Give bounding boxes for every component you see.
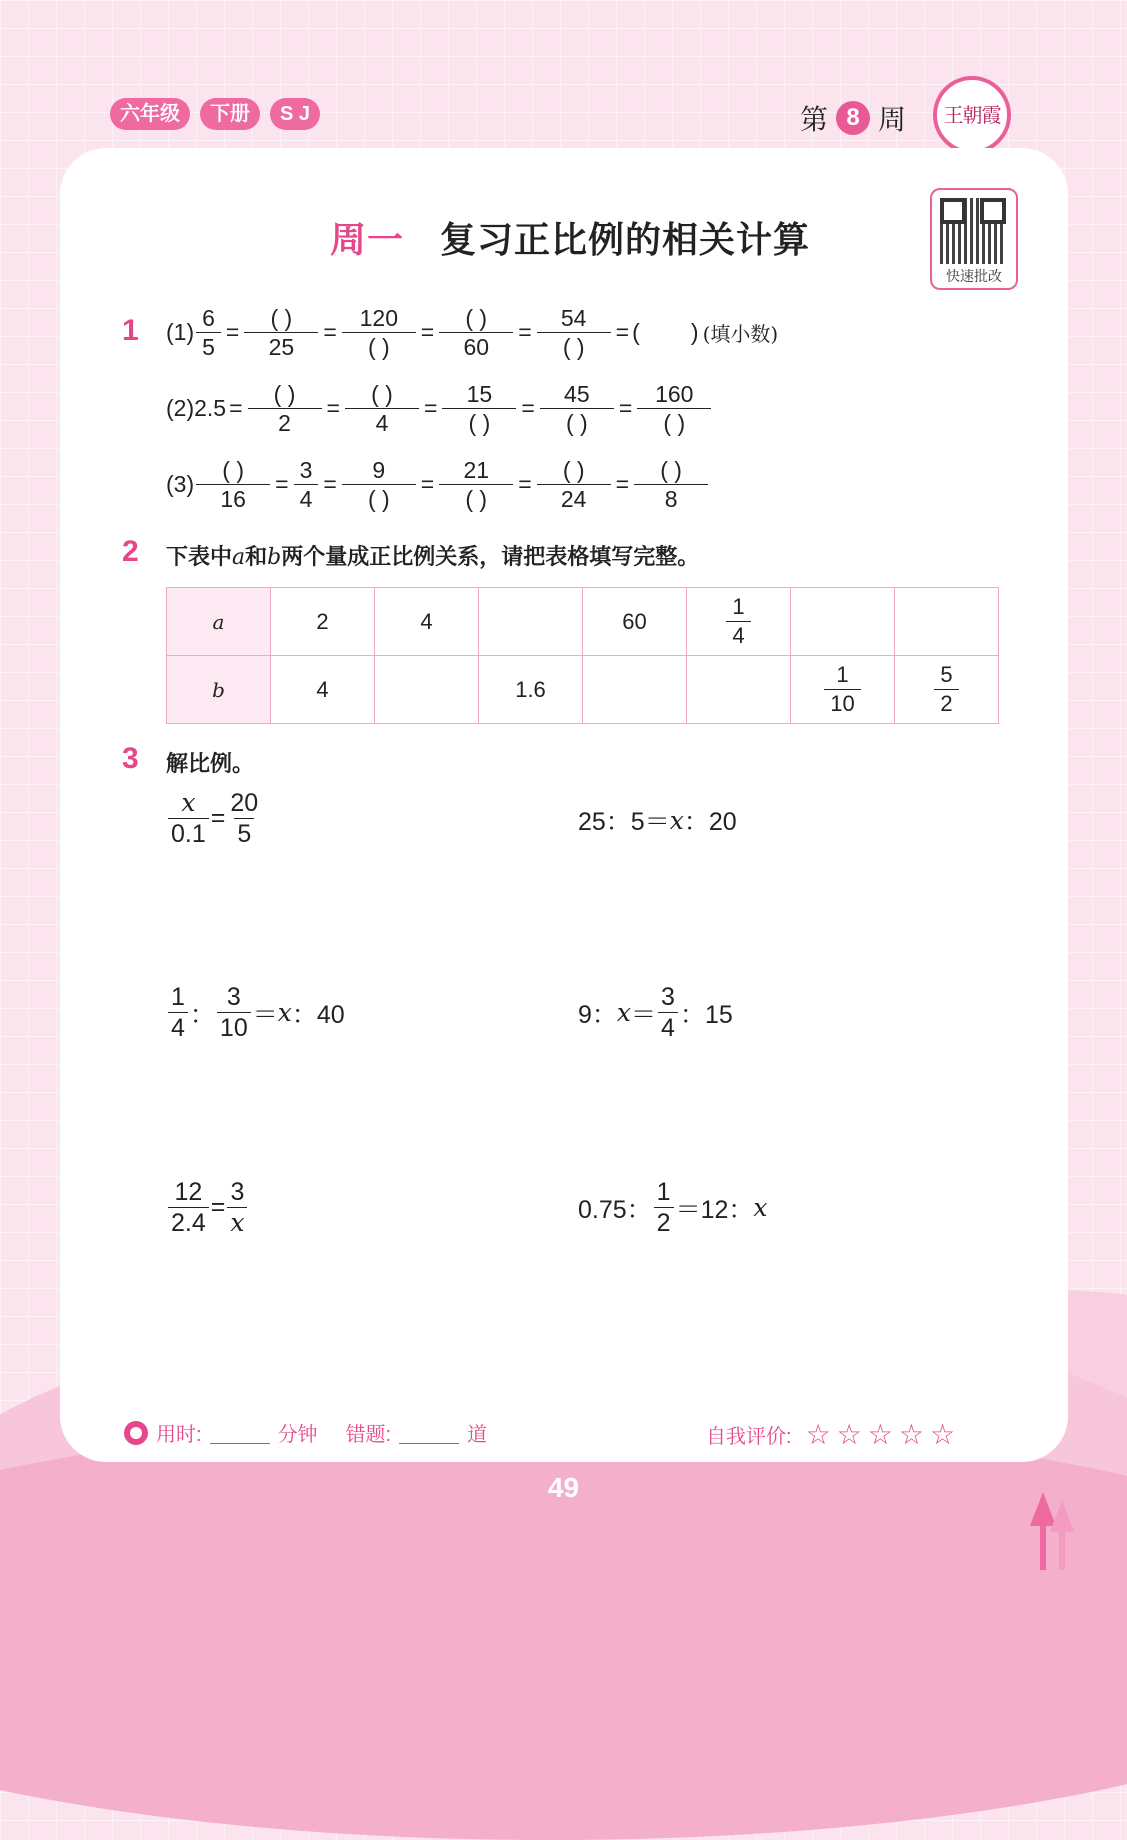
var-a: a <box>232 545 246 570</box>
time-blank[interactable] <box>210 1421 270 1444</box>
question-number: 3 <box>122 742 139 775</box>
fraction: $\frac{3}{x}$ <box>227 1177 247 1238</box>
fraction: $\frac{45}{( )}$ <box>540 380 614 437</box>
table-cell: 1.6 <box>479 656 583 724</box>
q1-part3: (3) $\frac{( )}{16}$ = $\frac{3}{4}$ = $\frac{9}{( )}$ = $\frac{21}{( )}$ = $\frac{( )}{24}$ = $\frac{( )}{8}$ <box>166 456 710 513</box>
table-cell-blank[interactable] <box>479 588 583 656</box>
table-cell <box>687 588 791 656</box>
week-suffix: 周 <box>878 104 907 135</box>
arrow-stem <box>1059 1530 1065 1570</box>
self-evaluation: 自我评价: ☆☆☆☆☆ <box>706 1418 962 1451</box>
rating-stars[interactable]: ☆☆☆☆☆ <box>805 1418 962 1451</box>
table-cell <box>791 656 895 724</box>
equation-2: 25：5＝ x ：20 <box>578 805 737 836</box>
fraction: $\frac{( )}{4}$ <box>345 380 419 437</box>
fraction: $\frac{( )}{60}$ <box>439 304 513 361</box>
edition-tag: S J <box>270 98 320 130</box>
qr-code[interactable] <box>930 188 1018 290</box>
table-cell: 4 <box>375 588 479 656</box>
q1-part2: (2)2.5 = $\frac{( )}{2}$ = $\frac{( )}{4}$ = $\frac{15}{( )}$ = $\frac{45}{( )}$ = $\frac{160}{( )}$ <box>166 380 713 437</box>
title-day: 周一 <box>330 219 405 260</box>
fraction: $\frac{3}{4}$ <box>294 456 319 513</box>
qr-icon <box>940 198 1006 264</box>
row-header-a: a <box>167 588 271 656</box>
var-b: b <box>267 545 282 570</box>
note-decimal: (填小数) <box>702 322 779 346</box>
errors-blank[interactable] <box>399 1421 459 1444</box>
fraction: $\frac{15}{( )}$ <box>442 380 516 437</box>
book-tags <box>110 98 320 130</box>
fraction: $\frac{21}{( )}$ <box>439 456 513 513</box>
fraction: $\frac{12}{2.4}$ <box>168 1177 209 1238</box>
fraction: $\frac{20}{5}$ <box>230 789 259 848</box>
answer-blank[interactable]: ( ) <box>632 319 699 345</box>
arrow-up-icon <box>1050 1500 1074 1532</box>
table-row-b <box>167 656 999 724</box>
fraction: $\frac{1}{4}$ <box>726 593 750 650</box>
part-label: (1) <box>166 319 195 345</box>
brand-logo <box>933 76 1011 154</box>
fraction: $\frac{1}{4}$ <box>168 982 188 1043</box>
table-cell: 4 <box>271 656 375 724</box>
title-topic: 复习正比例的相关计算 <box>440 219 811 260</box>
fraction: $\frac{54}{( )}$ <box>537 304 611 361</box>
fraction: $\frac{1}{2}$ <box>654 1177 674 1238</box>
equation-6: 0.75： $\frac{1}{2}$ ＝12： x <box>578 1178 768 1237</box>
fraction: $\frac{3}{4}$ <box>658 982 678 1043</box>
table-cell: 60 <box>583 588 687 656</box>
logo-text: 王朝霞 <box>943 103 1001 127</box>
fraction: $\frac{( )}{24}$ <box>537 456 611 513</box>
equation-1: $\frac{x}{0.1}$ = $\frac{20}{5}$ <box>166 788 263 849</box>
q3-prompt: 解比例。 <box>166 751 255 776</box>
fraction: $\frac{1}{10}$ <box>824 661 860 718</box>
equation-5: $\frac{12}{2.4}$ = $\frac{3}{x}$ <box>166 1177 249 1238</box>
row-header-b: b <box>167 656 271 724</box>
time-record: 用时: 分钟 错题: 道 <box>124 1418 487 1447</box>
part-label: (3) <box>166 471 195 497</box>
part-label: (2)2.5 <box>166 395 227 421</box>
question-number: 1 <box>122 314 139 347</box>
table-cell-blank[interactable] <box>895 588 999 656</box>
fraction: $\frac{160}{( )}$ <box>637 380 711 437</box>
table-cell-blank[interactable] <box>791 588 895 656</box>
table-cell-blank[interactable] <box>375 656 479 724</box>
equation-4: 9： x ＝ $\frac{3}{4}$ ：15 <box>578 983 733 1042</box>
fraction: $\frac{5}{2}$ <box>934 661 958 718</box>
qr-label: 快速批改 <box>946 268 1002 284</box>
equation-3: $\frac{1}{4}$ ： $\frac{3}{10}$ ＝ x ：40 <box>166 982 345 1043</box>
table-cell <box>895 656 999 724</box>
table-cell: 2 <box>271 588 375 656</box>
fraction: $\frac{9}{( )}$ <box>342 456 416 513</box>
volume-tag: 下册 <box>200 98 260 130</box>
q1-part1: (1) $\frac{6}{5}$ = $\frac{( )}{25}$ = $\frac{120}{( )}$ = $\frac{( )}{60}$ = $\frac{54}{( )}$ = ( ) (填小数) <box>166 305 779 360</box>
question-number: 2 <box>122 535 139 568</box>
fraction: $\frac{120}{( )}$ <box>342 304 416 361</box>
stopwatch-icon <box>124 1421 148 1445</box>
fraction: $\frac{( )}{16}$ <box>196 456 270 513</box>
grade-tag: 六年级 <box>110 98 190 130</box>
q2-prompt: 下表中a和b两个量成正比例关系，请把表格填写完整。 <box>166 544 700 570</box>
proportion-table <box>166 587 999 724</box>
fraction: $\frac{( )}{25}$ <box>244 304 318 361</box>
fraction: $\frac{x}{0.1}$ <box>168 788 209 849</box>
table-cell-blank[interactable] <box>583 656 687 724</box>
arrow-stem <box>1040 1524 1046 1570</box>
table-row-a <box>167 588 999 656</box>
page-number: 49 <box>547 1472 580 1503</box>
fraction: $\frac{6}{5}$ <box>196 304 221 361</box>
week-prefix: 第 <box>800 104 829 135</box>
week-number: 8 <box>836 101 870 135</box>
page-title <box>330 212 810 263</box>
fraction: $\frac{( )}{8}$ <box>634 456 708 513</box>
table-cell-blank[interactable] <box>687 656 791 724</box>
week-indicator <box>800 98 906 138</box>
fraction: $\frac{3}{10}$ <box>217 982 251 1043</box>
fraction: $\frac{( )}{2}$ <box>248 380 322 437</box>
